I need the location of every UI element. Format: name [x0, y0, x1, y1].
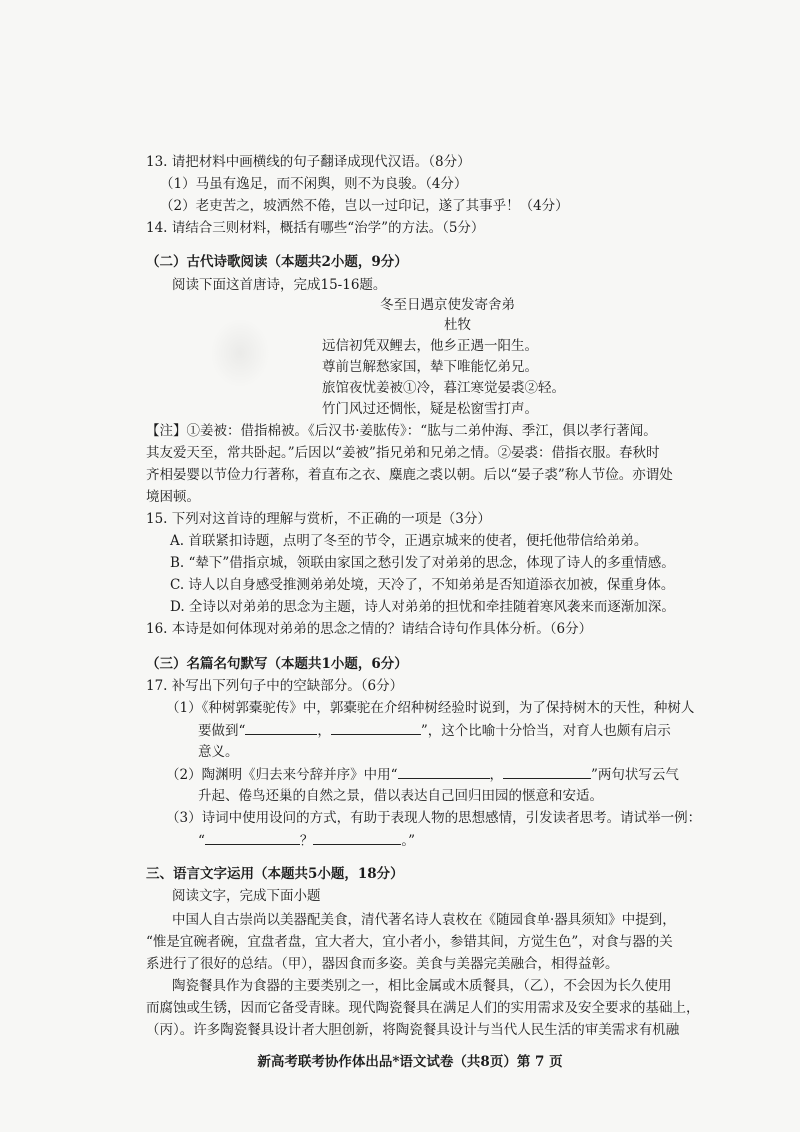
page-footer: 新高考联考协作体出品*语文试卷（共8页）第 7 页 [257, 1054, 563, 1070]
poem-note-line: 其友爱天至，常共卧起。”后因以“姜被”指兄弟和兄弟之情。②晏裘：借指衣服。春秋时 [146, 445, 660, 461]
poem-title: 冬至日遇京使发寄舍弟 [380, 297, 515, 313]
poem-note-line: 【注】①姜被：借指棉被。《后汉书·姜肱传》：“肱与二弟仲海、季江，俱以孝行著闻。 [146, 423, 657, 439]
q17-item1-pre: 要做到“ [198, 723, 246, 739]
q17-item3-post: 。” [401, 833, 416, 849]
q14-stem: 14. 请结合三则材料，概括有哪些“治学”的方法。（5分） [146, 220, 485, 236]
passage-line: 陶瓷餐具作为食器的主要类别之一，相比金属或木质餐具，（乙），不会因为长久使用 [172, 978, 672, 994]
q17-item1-line1: （1）《种树郭橐驼传》中，郭橐驼在介绍种树经验时说到，为了保持树木的天性，种树人 [166, 700, 695, 716]
poem-line: 远信初凭双鲤去，他乡正遇一阳生。 [322, 338, 538, 354]
q17-item1-post: ”，这个比喻十分恰当，对育人也颇有启示 [420, 723, 671, 739]
scan-smudge [210, 318, 270, 388]
section-3-heading: （三）名篇名句默写（本题共1小题，6分） [146, 656, 408, 672]
q15-option-c: C. 诗人以自身感受推测弟弟处境，天冷了，不知弟弟是否知道添衣加被，保重身体。 [170, 577, 675, 593]
q17-item2-post: ”两句状写云气 [591, 767, 679, 783]
passage-line: 系进行了很好的总结。（甲），器因食而多姿。美食与美器完美融合，相得益彰。 [146, 956, 619, 972]
poem-line: 竹门风过还惆怅，疑是松窗雪打声。 [322, 401, 538, 417]
q17-item3-mid: ？ [299, 833, 314, 849]
q17-item1-line3: 意义。 [198, 744, 239, 760]
answer-blank[interactable] [503, 764, 591, 779]
part-3-intro: 阅读文字，完成下面小题 [172, 888, 321, 904]
q17-item2-line2: 升起、倦鸟还巢的自然之景，借以表达自己回归田园的惬意和安适。 [198, 788, 603, 804]
section-2-intro: 阅读下面这首唐诗，完成15-16题。 [172, 277, 387, 293]
answer-blank[interactable] [398, 764, 490, 779]
poem-line: 尊前岂解愁家国，辇下唯能忆弟兄。 [322, 359, 538, 375]
part-3-heading: 三、语言文字运用（本题共5小题，18分） [146, 866, 404, 882]
q17-item2-line1 [166, 764, 679, 785]
passage-line: 而腐蚀或生锈，因而它备受青睐。现代陶瓷餐具在满足人们的实用需求及安全要求的基础上， [146, 1000, 700, 1016]
answer-blank[interactable] [313, 830, 401, 845]
q15-option-d: D. 全诗以对弟弟的思念为主题，诗人对弟弟的担忧和牵挂随着寒风袭来而逐渐加深。 [170, 599, 675, 615]
poem-line: 旅馆夜忧姜被①冷，暮江寒觉晏裘②轻。 [322, 380, 565, 396]
q15-option-a: A. 首联紧扣诗题，点明了冬至的节令，正遇京城来的使者，便托他带信给弟弟。 [170, 533, 648, 549]
poem-note-line: 齐相晏婴以节俭力行著称，着直布之衣、麋鹿之裘以朝。后以“晏子裘”称人节俭。亦谓处 [146, 467, 673, 483]
q17-item3-pre: “ [198, 833, 205, 849]
poem-note-line: 境困顿。 [146, 489, 200, 505]
answer-blank[interactable] [205, 830, 300, 845]
q17-item3-line1: （3）诗词中使用设问的方式，有助于表现人物的思想感情，引发读者思考。请试举一例： [166, 810, 702, 826]
passage-line: （丙）。许多陶瓷餐具设计者大胆创新，将陶瓷餐具设计与当代人民生活的审美需求有机融 [146, 1022, 680, 1038]
q17-item2-pre: （2）陶渊明《归去来兮辞并序》中用“ [166, 767, 398, 783]
q15-option-b: B. “辇下”借指京城，领联由家国之愁引发了对弟弟的思念，体现了诗人的多重情感。 [170, 555, 675, 571]
section-2-heading: （二）古代诗歌阅读（本题共2小题，9分） [146, 254, 408, 270]
answer-blank[interactable] [245, 720, 317, 735]
q16-stem: 16. 本诗是如何体现对弟弟的思念之情的？请结合诗句作具体分析。（6分） [146, 621, 593, 637]
q17-item2-mid: ， [489, 767, 503, 783]
q15-stem: 15. 下列对这首诗的理解与赏析，不正确的一项是（3分） [146, 511, 491, 527]
poem-author: 杜牧 [444, 317, 471, 333]
q13-sub2: （2）老吏苦之，坡洒然不倦，岂以一过印记，遂了其事乎！（4分） [160, 198, 569, 214]
passage-line: “惟是宜碗者碗，宜盘者盘，宜大者大，宜小者小，参错其间，方觉生色”，对食与器的关 [146, 934, 673, 950]
q13-stem: 13. 请把材料中画横线的句子翻译成现代汉语。（8分） [146, 154, 471, 170]
passage-line: 中国人自古崇尚以美器配美食，清代著名诗人袁枚在《随园食单·器具须知》中提到， [172, 912, 676, 928]
q17-item1-line2 [198, 720, 671, 741]
q13-sub1: （1）马虽有逸足，而不闲舆，则不为良骏。（4分） [160, 176, 468, 192]
q17-item1-mid: ， [317, 723, 331, 739]
answer-blank[interactable] [331, 720, 421, 735]
q17-item3-line2 [198, 830, 415, 851]
q17-stem: 17. 补写出下列句子中的空缺部分。（6分） [146, 678, 404, 694]
